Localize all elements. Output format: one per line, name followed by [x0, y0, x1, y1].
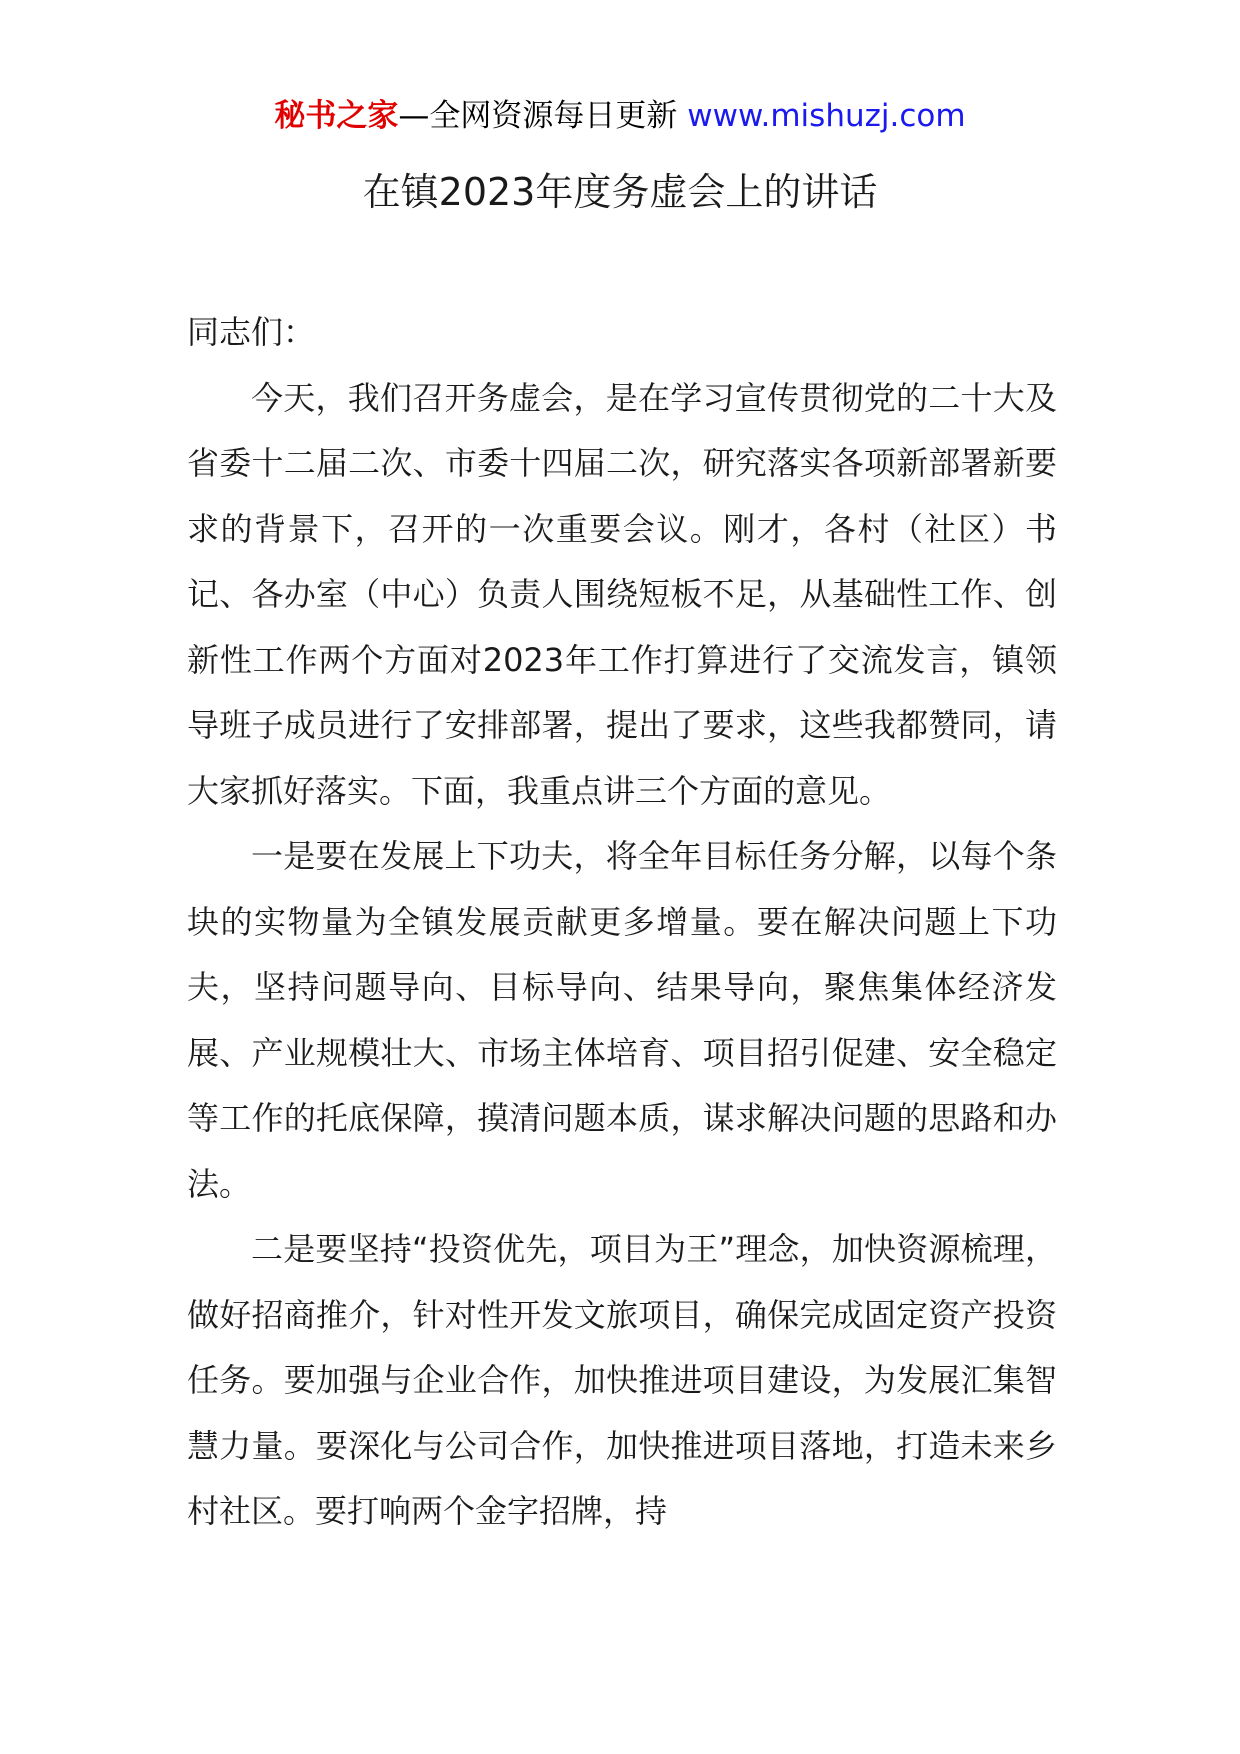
body-paragraph: 今天，我们召开务虚会，是在学习宣传贯彻党的二十大及省委十二届二次、市委十四届二次，研究落实各项新部署新要求的背景下，召开的一次重要会议。刚才，各村（社区）书记、各办室（中心）负责人围绕短板不足，从基础性工作、创新性工作两个方面对2023年工作打算进行了交流发言，镇领导班子成员进行了安排部署，提出了要求，这些我都赞同，请大家抓好落实。下面，我重点讲三个方面的意见。	[187, 378, 1057, 810]
body-paragraph: 二是要坚持“投资优先，项目为王”理念，加快资源梳理，做好招商推介，针对性开发文旅项目，确保完成固定资产投资任务。要加强与企业合作，加快推进项目建设，为发展汇集智慧力量。要深化与公司合作，加快推进项目落地，打造未来乡村社区。要打响两个金字招牌，持	[187, 1230, 1057, 1530]
document-body	[187, 300, 1057, 1545]
document-title: 在镇2023年度务虚会上的讲话	[362, 170, 878, 214]
body-paragraph: 一是要在发展上下功夫，将全年目标任务分解，以每个条块的实物量为全镇发展贡献更多增量。要在解决问题上下功夫，坚持问题导向、目标导向、结果导向，聚焦集体经济发展、产业规模壮大、市场主体培育、项目招引促建、安全稳定等工作的托底保障，摸清问题本质，谋求解决问题的思路和办法。	[187, 837, 1057, 1203]
brand-name: 秘书之家	[274, 98, 399, 134]
greeting: 同志们：	[187, 313, 316, 351]
site-url-link[interactable]: www.mishuzj.com	[687, 98, 966, 134]
site-header	[0, 96, 1240, 136]
site-tagline: —全网资源每日更新	[398, 98, 688, 134]
